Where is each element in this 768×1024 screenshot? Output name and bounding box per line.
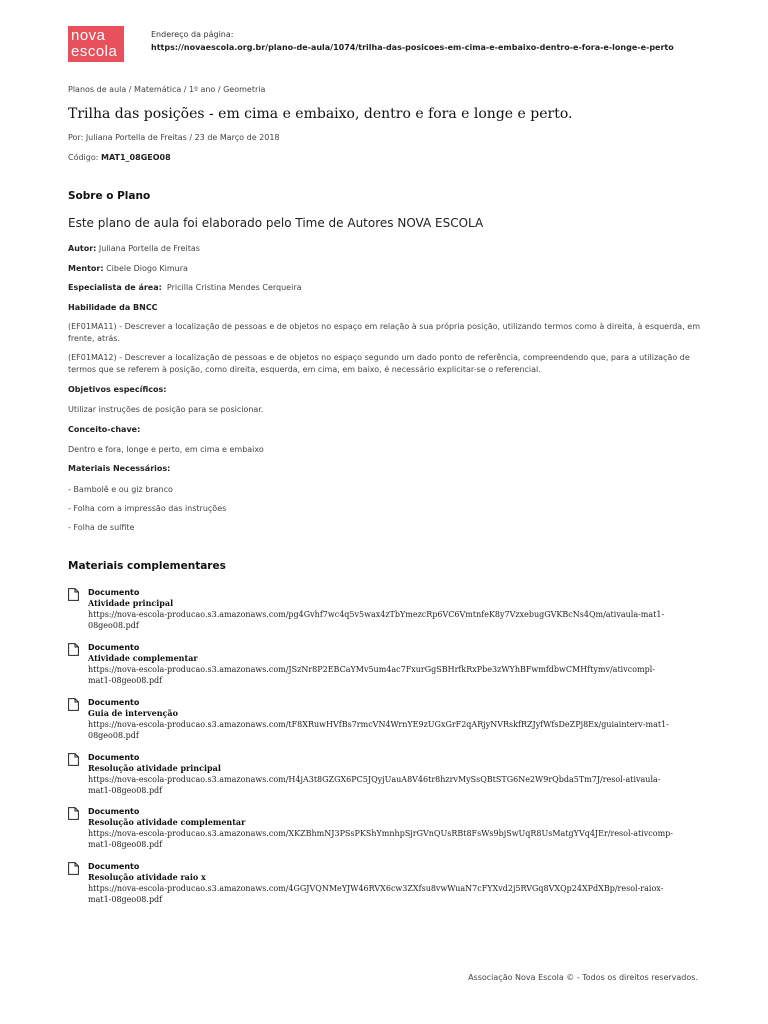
document-name: Resolução atividade raio x xyxy=(88,872,206,882)
objetivos-heading xyxy=(68,384,708,396)
document-url[interactable]: https://nova-escola-producao.s3.amazonaws.com/4GGJVQNMeYJW46RVX6cw3ZXfsu8vwWuaN7cFYXvd2j5RVGq8VXQp24XPdXBp/resol-raiox- xyxy=(88,884,664,893)
plan-code xyxy=(68,153,171,162)
mentor-value: Cibele Diogo Kimura xyxy=(106,264,188,273)
document-name: Guia de intervenção xyxy=(88,708,178,718)
autor-value: Juliana Portella de Freitas xyxy=(98,244,200,253)
document-url[interactable]: https://nova-escola-producao.s3.amazonaws.com/XKZBhmNJ3PSsPKShYmnhpSjrGVnQUsRBt8FsWs9bjSwUqR8UsMatgYVq4JEr/resol-ativcomp- xyxy=(88,829,674,838)
document-label: Documento xyxy=(88,698,140,707)
document-icon xyxy=(68,807,79,820)
document-label: Documento xyxy=(88,862,140,871)
objetivos-heading-text: Objetivos específicos: xyxy=(68,385,167,394)
page-title: Trilha das posições - em cima e embaixo, dentro e fora e longe e perto. xyxy=(68,106,573,122)
logo-line-1: nova xyxy=(71,27,106,44)
document-label: Documento xyxy=(88,753,140,762)
objetivos-text: Utilizar instruções de posição para se posicionar. xyxy=(68,405,264,414)
habilidade-2: (EF01MA12) - Descrever a localização de pessoas e de objetos no espaço segundo um dado ponto de referência, compreendendo que, para a utilização de termos que se referem à posição, como direita, esquerda, em cima, em baixo, é necessário explicitar-se o referencial. xyxy=(68,353,690,374)
document-name: Atividade principal xyxy=(88,598,174,608)
document-icon xyxy=(68,862,79,875)
page-address xyxy=(151,28,674,54)
code-label: Código: xyxy=(68,153,99,162)
especialista-label: Especialista de área: xyxy=(68,283,162,292)
breadcrumb: Planos de aula / Matemática / 1º ano / Geometria xyxy=(68,85,266,94)
address-label: Endereço da página: xyxy=(151,30,234,39)
document-label: Documento xyxy=(88,807,140,816)
mentor-label: Mentor: xyxy=(68,264,104,273)
conceito-text: Dentro e fora, longe e perto, em cima e embaixo xyxy=(68,445,264,454)
document-icon xyxy=(68,643,79,656)
section-heading-complementares: Materiais complementares xyxy=(68,560,226,572)
document-icon xyxy=(68,753,79,766)
nova-escola-logo xyxy=(68,26,124,62)
document-label: Documento xyxy=(88,643,140,652)
code-value: MAT1_08GEO08 xyxy=(101,153,171,162)
document-url[interactable]: https://nova-escola-producao.s3.amazonaws.com/JSzNr8P2EBCaYMv5um4ac7FxurGgSBHrfkRxPbe3zWYhBFwmfdbwCMHftymv/ativcompl- xyxy=(88,665,655,674)
document-url-cont[interactable]: 08geo08.pdf xyxy=(88,731,139,740)
address-url[interactable]: https://novaescola.org.br/plano-de-aula/1074/trilha-das-posicoes-em-cima-e-embaixo-dentro-e-fora-e-longe-e-perto xyxy=(151,43,674,52)
document-label: Documento xyxy=(88,588,140,597)
habilidade-heading-text: Habilidade da BNCC xyxy=(68,303,158,312)
document-icon xyxy=(68,698,79,711)
document-url-cont[interactable]: mat1-08geo08.pdf xyxy=(88,676,163,685)
document-url[interactable]: https://nova-escola-producao.s3.amazonaws.com/tF8XRuwHVfBs7rmcVN4WrnYE9zUGxGrF2qARjyNVRskfRZJyfWfsDeZPj8Ex/guiainterv-mat1- xyxy=(88,720,669,729)
material-item: - Bambolê e ou giz branco xyxy=(68,485,173,494)
document-url-cont[interactable]: 08geo08.pdf xyxy=(88,621,139,630)
document-url-cont[interactable]: mat1-08geo08.pdf xyxy=(88,840,163,849)
autor-label: Autor: xyxy=(68,244,97,253)
habilidade-heading xyxy=(68,302,708,314)
footer-copyright: Associação Nova Escola © - Todos os direitos reservados. xyxy=(468,973,698,982)
document-url-cont[interactable]: mat1-08geo08.pdf xyxy=(88,786,163,795)
document-icon xyxy=(68,588,79,601)
material-item: - Folha com a impressão das instruções xyxy=(68,504,227,513)
byline: Por: Juliana Portella de Freitas / 23 de Março de 2018 xyxy=(68,133,280,142)
document-name: Resolução atividade complementar xyxy=(88,817,246,827)
document-url-cont[interactable]: mat1-08geo08.pdf xyxy=(88,895,163,904)
mentor-line xyxy=(68,263,708,275)
document-url[interactable]: https://nova-escola-producao.s3.amazonaws.com/H4jA3t8GZGX6PC5JQyjUauA8V46tr8hzrvMySsQBtSTG6Ne2W9rQbda5Tm7J/resol-ativaula- xyxy=(88,775,661,784)
autor-line xyxy=(68,243,708,255)
especialista-line xyxy=(68,282,708,294)
habilidade-1: (EF01MA11) - Descrever a localização de pessoas e de objetos no espaço em relação à sua própria posição, utilizando termos como à direita, à esquerda, em frente, atrás. xyxy=(68,322,700,343)
plan-intro: Este plano de aula foi elaborado pelo Time de Autores NOVA ESCOLA xyxy=(68,216,484,230)
document-url[interactable]: https://nova-escola-producao.s3.amazonaws.com/pg4Gvhf7wc4q5v5wax4zTbYmezcRp6VC6VmtnfeK8y7VzxebugGVKBcNs4Qm/ativaula-mat1- xyxy=(88,610,665,619)
conceito-heading xyxy=(68,424,708,436)
material-item: - Folha de sulfite xyxy=(68,523,135,532)
conceito-heading-text: Conceito-chave: xyxy=(68,425,141,434)
materiais-heading xyxy=(68,463,708,475)
section-heading-sobre: Sobre o Plano xyxy=(68,190,151,202)
materiais-heading-text: Materiais Necessários: xyxy=(68,464,171,473)
especialista-value: Pricilla Cristina Mendes Cerqueira xyxy=(166,283,302,292)
document-name: Atividade complementar xyxy=(88,653,198,663)
document-name: Resolução atividade principal xyxy=(88,763,221,773)
logo-line-2: escola xyxy=(71,43,118,60)
